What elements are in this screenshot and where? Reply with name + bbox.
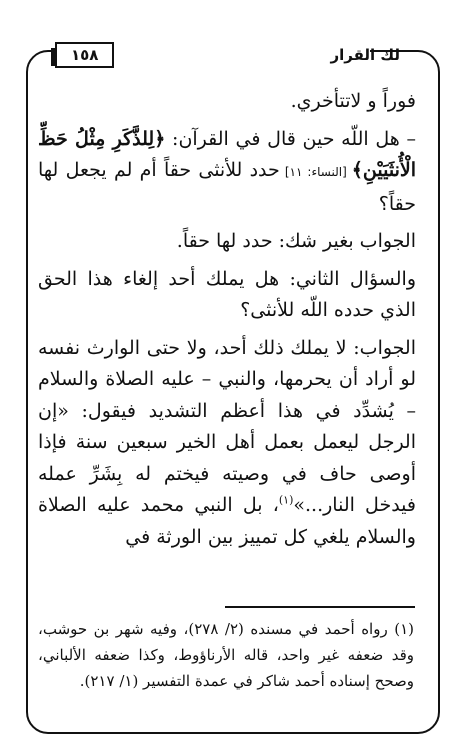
paragraph-2: [38, 124, 416, 221]
paragraph-2-intro: – هل اللّه حين قال في القرآن:: [165, 127, 416, 150]
quran-verse: ﴿لِلذَّكَرِ مِثْلُ حَظِّ الْأُنثَيَيْنِ﴾: [38, 127, 416, 181]
page-number: ١٥٨: [55, 42, 114, 68]
paragraph-5-b: ، بل النبي محمد عليه الصلاة والسلام يلغي كل تمييز بين الورثة في: [38, 494, 416, 548]
paragraph-4: والسؤال الثاني: هل يملك أحد إلغاء هذا الحق الذي حدده اللّه للأنثى؟: [38, 267, 416, 321]
verse-reference: [النساء: ١١]: [279, 165, 352, 179]
page-header: [55, 42, 400, 68]
paragraph-5: [38, 333, 416, 554]
footnote: [38, 616, 414, 694]
footnote-marker[interactable]: (١): [278, 493, 294, 507]
paragraph-5-a: الجواب: لا يملك ذلك أحد، ولا حتى الوارث نفسه لو أراد أن يحرمها، والنبي – عليه الصلاة والسلام – يُشدِّد في هذا أعظم التشديد فيقول: «إن الرجل ليعمل بعمل أهل الخير سبعين سنة فإذا أوصى حاف في وصيته فيختم له بِشَرِّ عمله فيدخل النار...»: [38, 336, 416, 516]
running-title: لك القرار: [330, 46, 400, 64]
footnote-separator: [225, 606, 415, 608]
paragraph-1: فوراً و لاتتأخري.: [290, 90, 416, 112]
footnote-text: (١) رواه أحمد في مسنده (٢/ ٢٧٨)، وفيه شهر بن حوشب، وقد ضعفه غير واحد، قاله الأرناؤوط، وكذا ضعفه الألباني، وصحح إسناده أحمد شاكر في عمدة التفسير (١/ ٢١٧).: [38, 620, 414, 690]
paragraph-3: الجواب بغير شك: حدد لها حقاً.: [176, 230, 416, 252]
main-text: [38, 86, 416, 553]
paragraph-2-rest: حدد للأنثى حقاً أم لم يجعل لها حقاً؟: [38, 159, 416, 215]
